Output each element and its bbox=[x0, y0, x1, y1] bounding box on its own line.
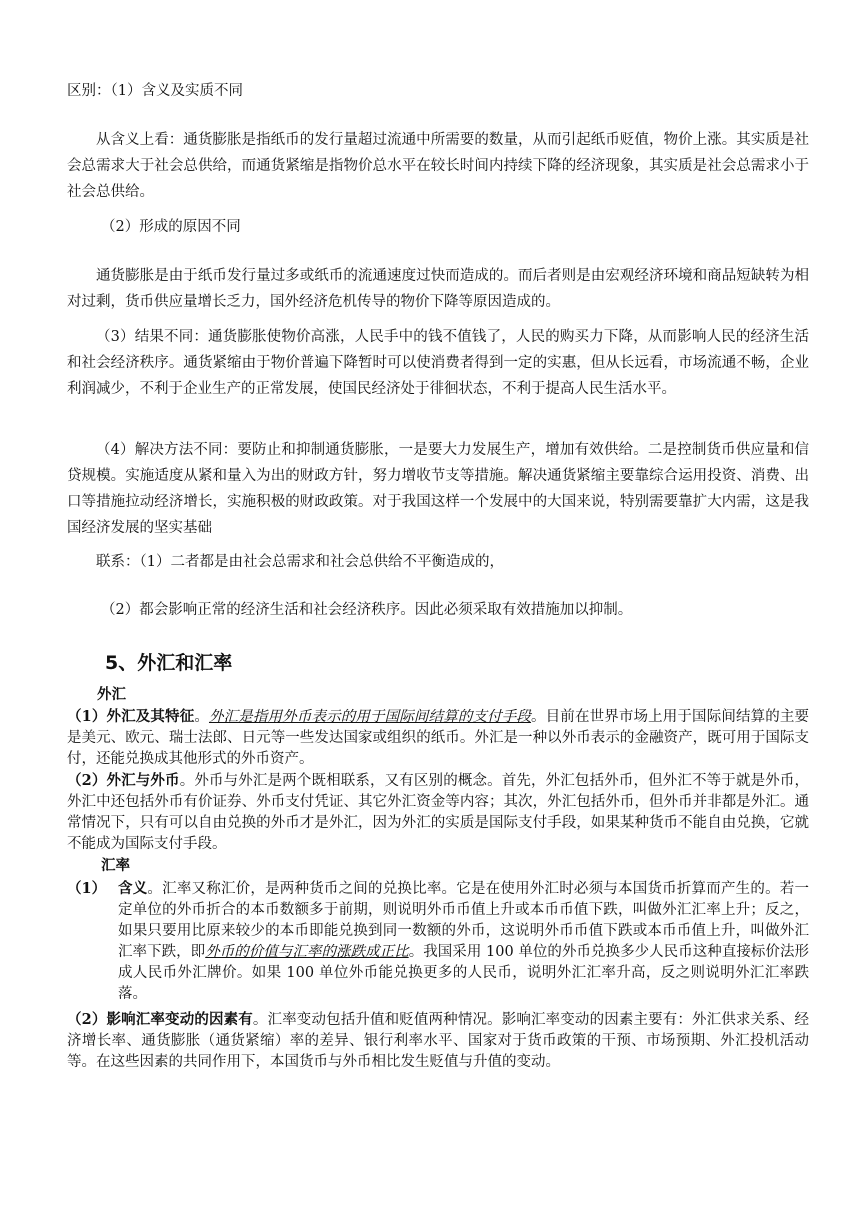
rate-item-1-text-a: 。汇率又称汇价，是两种货币之间的兑换比率。它是在使用外汇时必须与本国货币折算而产生的。若一定单位的外币折合的本币数额多于前期，则说明外币币值上升或本币币值下跌，叫做外汇汇率上升；反之，如果只要用比原来较少的本币即能兑换到同一数额的外币，这说明外币币值下跌或本币币值上升，叫做外汇汇率下跌，即 bbox=[118, 881, 810, 960]
forex-item-1-label: （1）外汇及其特征 bbox=[67, 708, 195, 725]
section-title: 5、外汇和汇率 bbox=[105, 652, 233, 674]
link-item-1: 联系：（1）二者都是由社会总需求和社会总供给不平衡造成的， bbox=[96, 554, 504, 570]
rate-item-1-text-b: 。我国采用 100 单位的外币兑换多少人民币这种直接标价法形成人民币外汇牌价。如果 100 单位外币能兑换更多的人民币，说明外汇汇率升高，反之则说明外汇汇率跌落。 bbox=[118, 944, 809, 1002]
rate-item-2 bbox=[67, 1009, 809, 1073]
result-paragraph: （3）结果不同：通货膨胀使物价高涨，人民手中的钱不值钱了，人民的购买力下降，从而影响人民的经济生活和社会经济秩序。通货紧缩由于物价普遍下降暂时可以使消费者得到一定的实惠，但从长远看，市场流通不畅，企业利润减少，不利于企业生产的正常发展，使国民经济处于徘徊状态，不利于提高人民生活水平。 bbox=[67, 329, 809, 397]
forex-item-1 bbox=[67, 706, 809, 770]
forex-item-2-text: 。外币与外汇是两个既相联系，又有区别的概念。首先，外汇包括外币，但外汇不等于就是外币，外汇中还包括外币有价证券、外币支付凭证、其它外汇资金等内容；其次，外汇包括外币，但外币并非都是外汇。通常情况下，只有可以自由兑换的外币才是外汇，因为外汇的实质是国际支付手段，如果某种货币不能自由兑换，它就不能成为国际支付手段。 bbox=[67, 773, 810, 852]
cause-heading: （2）形成的原因不同 bbox=[101, 219, 241, 235]
forex-item-1-dot: 。 bbox=[194, 709, 209, 725]
rate-item-1 bbox=[118, 878, 809, 1005]
rate-proportion-underlined: 外币的价值与汇率的涨跌成正比 bbox=[205, 944, 409, 960]
forex-item-2-label: （2）外汇与外币 bbox=[67, 772, 180, 789]
rate-item-2-text: 。汇率变动包括升值和贬值两种情况。影响汇率变动的因素主要有：外汇供求关系、经济增长率、通货膨胀（通货紧缩）率的差异、银行利率水平、国家对于货币政策的干预、市场预期、外汇投机活动等。在这些因素的共同作用下，本国货币与外币相比发生贬值与升值的变动。 bbox=[67, 1012, 809, 1070]
difference-intro: 区别：（1）含义及实质不同 bbox=[67, 83, 243, 99]
meaning-paragraph: 从含义上看：通货膨胀是指纸币的发行量超过流通中所需要的数量，从而引起纸币贬值，物价上涨。其实质是社会总需求大于社会总供给，而通货紧缩是指物价总水平在较长时间内持续下降的经济现象，其实质是社会总需求小于社会总供给。 bbox=[67, 132, 809, 200]
solution-paragraph: （4）解决方法不同：要防止和抑制通货膨胀，一是要大力发展生产，增加有效供给。二是控制货币供应量和信贷规模。实施适度从紧和量入为出的财政方针，努力增收节支等措施。解决通货紧缩主要靠综合运用投资、消费、出口等措施拉动经济增长，实施积极的财政政策。对于我国这样一个发展中的大国来说，特别需要靠扩大内需，这是我国经济发展的坚实基础 bbox=[67, 442, 809, 536]
forex-item-2 bbox=[67, 770, 809, 855]
rate-item-1-label: 含义 bbox=[118, 880, 148, 897]
rate-item-2-label: （2）影响汇率变动的因素有 bbox=[67, 1011, 253, 1028]
link-item-2: （2）都会影响正常的经济生活和社会经济秩序。因此必须采取有效措施加以抑制。 bbox=[101, 602, 633, 618]
cause-paragraph: 通货膨胀是由于纸币发行量过多或纸币的流通速度过快而造成的。而后者则是由宏观经济环境和商品短缺转为相对过剩，货币供应量增长乏力，国外经济危机传导的物价下降等原因造成的。 bbox=[67, 268, 809, 310]
rate-heading: 汇率 bbox=[101, 857, 130, 874]
rate-item-1-marker: （1） bbox=[67, 880, 107, 897]
forex-definition-underlined: 外汇是指用外币表示的用于国际间结算的支付手段 bbox=[208, 709, 532, 725]
forex-heading: 外汇 bbox=[97, 686, 126, 703]
forex-item-1-text: 。目前在世界市场上用于国际间结算的主要是美元、欧元、瑞士法郎、日元等一些发达国家或组织的纸币。外汇是一种以外币表示的金融资产，既可用于国际支付，还能兑换成其他形式的外币资产。 bbox=[67, 709, 810, 767]
